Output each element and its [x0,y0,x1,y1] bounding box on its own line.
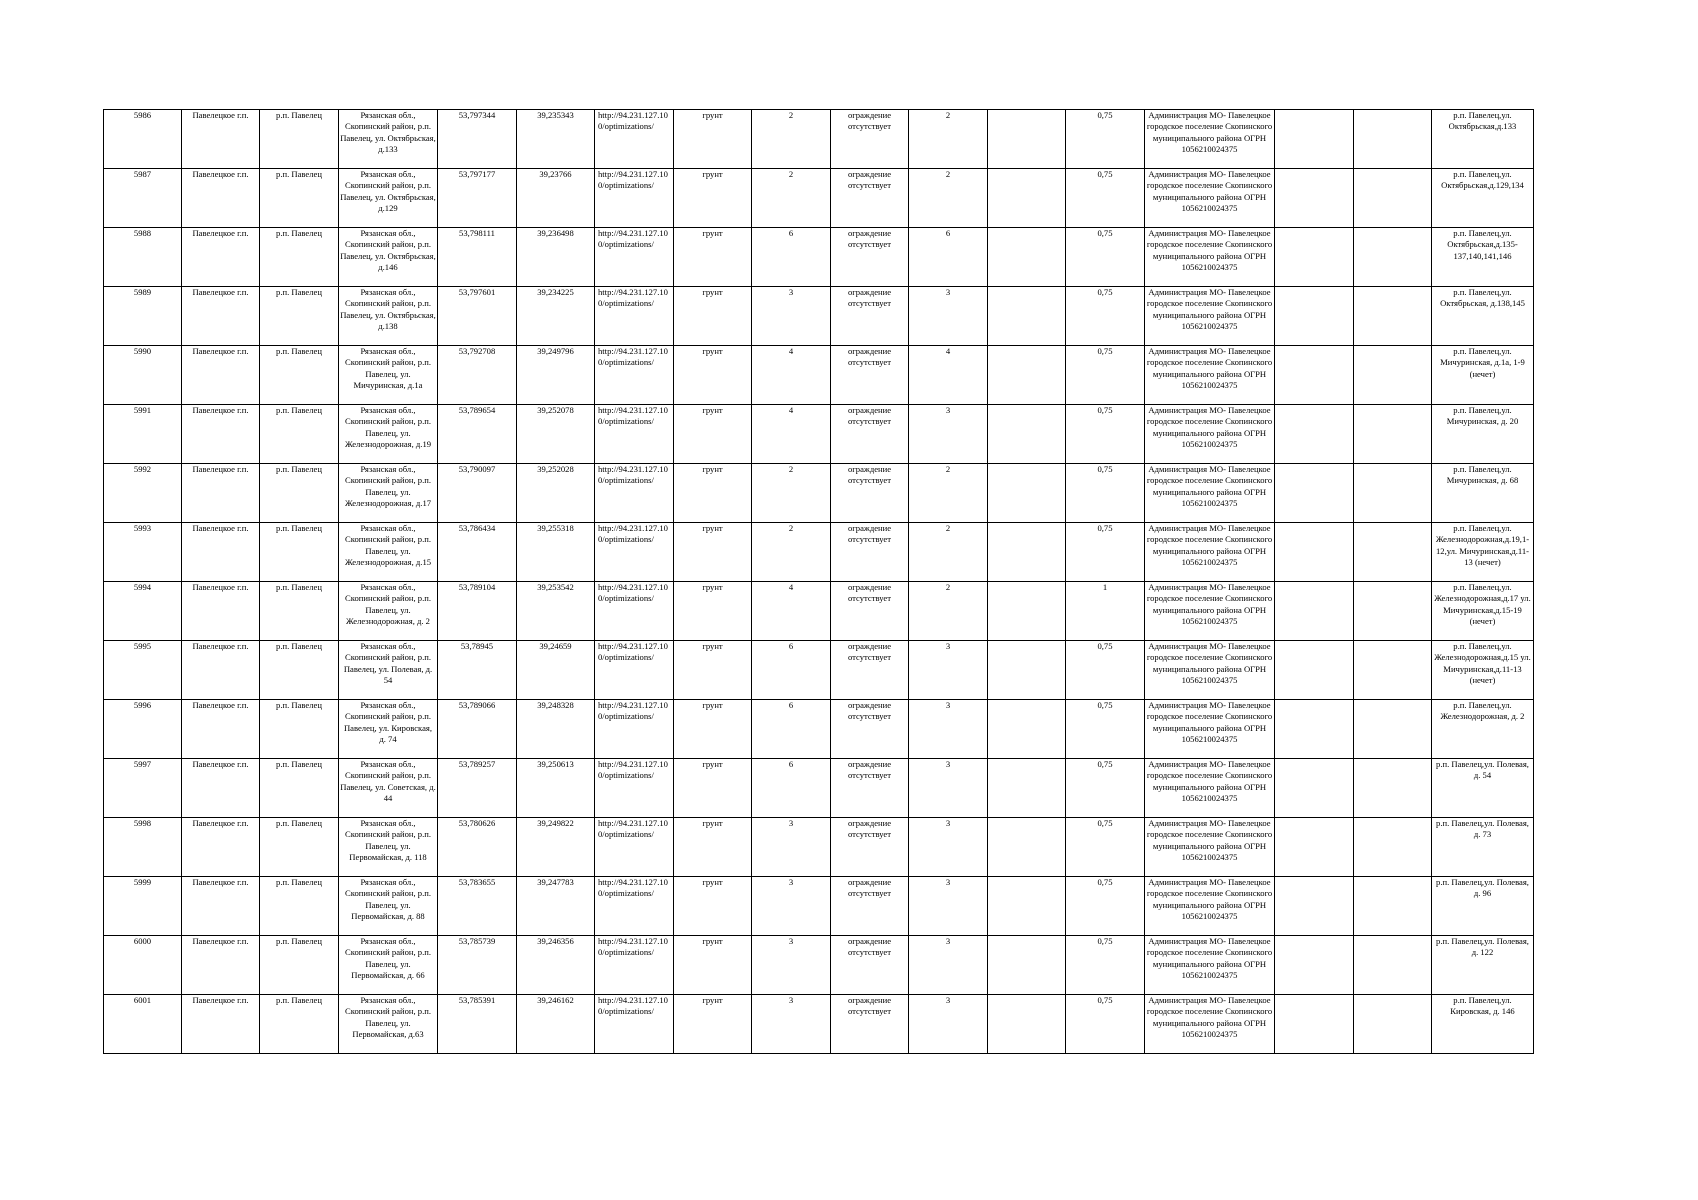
waste-source-cell: р.п. Павелец,ул. Железнодорожная,д.15 ул. Мичуринская,д.11-13 (нечет) [1432,641,1534,700]
containers-cell: 3 [909,287,988,346]
locality-cell: р.п. Павелец [260,818,339,877]
settlement-cell: Павелецкое г.п. [182,582,260,641]
containers-cell: 2 [909,523,988,582]
latitude-cell: 53,797601 [438,287,517,346]
empty-cell [1275,582,1354,641]
area-cell: 3 [752,818,831,877]
fence-cell: ограждение отсутствует [831,582,909,641]
settlement-cell: Павелецкое г.п. [182,169,260,228]
waste-source-cell: р.п. Павелец,ул. Полевая, д. 96 [1432,877,1534,936]
settlement-cell: Павелецкое г.п. [182,641,260,700]
area-cell: 3 [752,287,831,346]
locality-cell: р.п. Павелец [260,582,339,641]
containers-cell: 2 [909,464,988,523]
owner-cell: Администрация МО- Павелецкое городское поселение Скопинского муниципального района ОГРН 1056210024375 [1145,641,1275,700]
empty-cell [1354,995,1432,1054]
address-cell: Рязанская обл., Скопинский район, р.п. Павелец, ул. Советская, д. 44 [339,759,438,818]
waste-source-cell: р.п. Павелец,ул. Мичуринская, д. 20 [1432,405,1534,464]
owner-cell: Администрация МО- Павелецкое городское поселение Скопинского муниципального района ОГРН 1056210024375 [1145,936,1275,995]
empty-cell [1354,405,1432,464]
empty-cell [1354,346,1432,405]
row-number-cell: 5996 [104,700,182,759]
owner-cell: Администрация МО- Павелецкое городское поселение Скопинского муниципального района ОГРН 1056210024375 [1145,523,1275,582]
owner-cell: Администрация МО- Павелецкое городское поселение Скопинского муниципального района ОГРН 1056210024375 [1145,700,1275,759]
containers-cell: 2 [909,110,988,169]
fence-cell: ограждение отсутствует [831,228,909,287]
empty-cell [1354,523,1432,582]
fence-cell: ограждение отсутствует [831,110,909,169]
empty-cell [988,110,1066,169]
longitude-cell: 39,235343 [517,110,595,169]
containers-cell: 3 [909,877,988,936]
fence-cell: ограждение отсутствует [831,464,909,523]
latitude-cell: 53,789104 [438,582,517,641]
owner-cell: Администрация МО- Павелецкое городское поселение Скопинского муниципального района ОГРН 1056210024375 [1145,169,1275,228]
row-number-cell: 5994 [104,582,182,641]
containers-cell: 2 [909,582,988,641]
empty-cell [1275,228,1354,287]
empty-cell [988,641,1066,700]
empty-cell [1354,464,1432,523]
surface-cell: грунт [674,700,752,759]
empty-cell [1275,641,1354,700]
longitude-cell: 39,246356 [517,936,595,995]
empty-cell [1275,405,1354,464]
surface-cell: грунт [674,346,752,405]
surface-cell: грунт [674,759,752,818]
area-cell: 6 [752,641,831,700]
settlement-cell: Павелецкое г.п. [182,346,260,405]
fence-cell: ограждение отсутствует [831,759,909,818]
owner-cell: Администрация МО- Павелецкое городское поселение Скопинского муниципального района ОГРН 1056210024375 [1145,228,1275,287]
empty-cell [1275,759,1354,818]
empty-cell [988,464,1066,523]
address-cell: Рязанская обл., Скопинский район, р.п. Павелец, ул. Октябрьская, д.133 [339,110,438,169]
fence-cell: ограждение отсутствует [831,995,909,1054]
empty-cell [988,523,1066,582]
table-row [104,582,1534,641]
containers-cell: 3 [909,700,988,759]
latitude-cell: 53,780626 [438,818,517,877]
link-cell[interactable]: http://94.231.127.10 0/optimizations/ [595,818,674,877]
address-cell: Рязанская обл., Скопинский район, р.п. Павелец, ул. Октябрьская, д.146 [339,228,438,287]
empty-cell [1275,464,1354,523]
volume-cell: 0,75 [1066,759,1145,818]
area-cell: 3 [752,936,831,995]
latitude-cell: 53,797344 [438,110,517,169]
longitude-cell: 39,246162 [517,995,595,1054]
latitude-cell: 53,792708 [438,346,517,405]
table-row [104,523,1534,582]
fence-cell: ограждение отсутствует [831,346,909,405]
waste-source-cell: р.п. Павелец,ул. Октябрьская,д.133 [1432,110,1534,169]
empty-cell [988,759,1066,818]
latitude-cell: 53,789654 [438,405,517,464]
empty-cell [988,936,1066,995]
volume-cell: 0,75 [1066,523,1145,582]
empty-cell [1354,582,1432,641]
surface-cell: грунт [674,818,752,877]
longitude-cell: 39,249796 [517,346,595,405]
link-cell[interactable]: http://94.231.127.10 0/optimizations/ [595,228,674,287]
link-cell[interactable]: http://94.231.127.10 0/optimizations/ [595,877,674,936]
registry-table [103,109,1534,1054]
volume-cell: 1 [1066,582,1145,641]
row-number-cell: 5993 [104,523,182,582]
area-cell: 3 [752,995,831,1054]
empty-cell [1354,641,1432,700]
locality-cell: р.п. Павелец [260,169,339,228]
area-cell: 3 [752,877,831,936]
row-number-cell: 5988 [104,228,182,287]
table-row [104,346,1534,405]
longitude-cell: 39,255318 [517,523,595,582]
table-row [104,995,1534,1054]
owner-cell: Администрация МО- Павелецкое городское поселение Скопинского муниципального района ОГРН 1056210024375 [1145,582,1275,641]
link-cell[interactable]: http://94.231.127.10 0/optimizations/ [595,759,674,818]
area-cell: 2 [752,523,831,582]
table-row [104,405,1534,464]
longitude-cell: 39,248328 [517,700,595,759]
containers-cell: 6 [909,228,988,287]
surface-cell: грунт [674,523,752,582]
longitude-cell: 39,252078 [517,405,595,464]
table-row [104,936,1534,995]
empty-cell [1354,818,1432,877]
address-cell: Рязанская обл., Скопинский район, р.п. Павелец, ул. Железнодорожная, д.15 [339,523,438,582]
address-cell: Рязанская обл., Скопинский район, р.п. Павелец, ул. Железнодорожная, д.17 [339,464,438,523]
link-cell[interactable]: http://94.231.127.10 0/optimizations/ [595,582,674,641]
address-cell: Рязанская обл., Скопинский район, р.п. Павелец, ул. Первомайская, д. 88 [339,877,438,936]
empty-cell [1275,936,1354,995]
empty-cell [1275,700,1354,759]
row-number-cell: 5989 [104,287,182,346]
empty-cell [988,346,1066,405]
waste-source-cell: р.п. Павелец,ул. Полевая, д. 73 [1432,818,1534,877]
surface-cell: грунт [674,405,752,464]
empty-cell [1275,523,1354,582]
settlement-cell: Павелецкое г.п. [182,936,260,995]
settlement-cell: Павелецкое г.п. [182,700,260,759]
containers-cell: 3 [909,818,988,877]
surface-cell: грунт [674,464,752,523]
address-cell: Рязанская обл., Скопинский район, р.п. Павелец, ул. Первомайская, д. 66 [339,936,438,995]
empty-cell [988,287,1066,346]
surface-cell: грунт [674,995,752,1054]
volume-cell: 0,75 [1066,405,1145,464]
owner-cell: Администрация МО- Павелецкое городское поселение Скопинского муниципального района ОГРН 1056210024375 [1145,287,1275,346]
volume-cell: 0,75 [1066,700,1145,759]
containers-cell: 2 [909,169,988,228]
surface-cell: грунт [674,877,752,936]
empty-cell [1354,759,1432,818]
locality-cell: р.п. Павелец [260,346,339,405]
table-row [104,228,1534,287]
owner-cell: Администрация МО- Павелецкое городское поселение Скопинского муниципального района ОГРН 1056210024375 [1145,818,1275,877]
link-cell[interactable]: http://94.231.127.10 0/optimizations/ [595,700,674,759]
containers-cell: 3 [909,641,988,700]
locality-cell: р.п. Павелец [260,110,339,169]
row-number-cell: 6000 [104,936,182,995]
latitude-cell: 53,78945 [438,641,517,700]
empty-cell [1275,818,1354,877]
longitude-cell: 39,252028 [517,464,595,523]
latitude-cell: 53,785391 [438,995,517,1054]
fence-cell: ограждение отсутствует [831,700,909,759]
area-cell: 4 [752,582,831,641]
empty-cell [988,169,1066,228]
volume-cell: 0,75 [1066,818,1145,877]
waste-source-cell: р.п. Павелец,ул. Кировская, д. 146 [1432,995,1534,1054]
volume-cell: 0,75 [1066,936,1145,995]
longitude-cell: 39,249822 [517,818,595,877]
empty-cell [1275,110,1354,169]
locality-cell: р.п. Павелец [260,523,339,582]
containers-cell: 3 [909,936,988,995]
empty-cell [988,228,1066,287]
link-cell[interactable]: http://94.231.127.10 0/optimizations/ [595,346,674,405]
locality-cell: р.п. Павелец [260,228,339,287]
row-number-cell: 5995 [104,641,182,700]
owner-cell: Администрация МО- Павелецкое городское поселение Скопинского муниципального района ОГРН 1056210024375 [1145,877,1275,936]
waste-source-cell: р.п. Павелец,ул. Железнодорожная, д. 2 [1432,700,1534,759]
settlement-cell: Павелецкое г.п. [182,995,260,1054]
volume-cell: 0,75 [1066,169,1145,228]
fence-cell: ограждение отсутствует [831,287,909,346]
latitude-cell: 53,789066 [438,700,517,759]
locality-cell: р.п. Павелец [260,464,339,523]
area-cell: 6 [752,700,831,759]
locality-cell: р.п. Павелец [260,995,339,1054]
area-cell: 6 [752,228,831,287]
settlement-cell: Павелецкое г.п. [182,110,260,169]
owner-cell: Администрация МО- Павелецкое городское поселение Скопинского муниципального района ОГРН 1056210024375 [1145,995,1275,1054]
table-row [104,700,1534,759]
empty-cell [1275,287,1354,346]
address-cell: Рязанская обл., Скопинский район, р.п. Павелец, ул. Мичуринская, д.1а [339,346,438,405]
fence-cell: ограждение отсутствует [831,405,909,464]
volume-cell: 0,75 [1066,346,1145,405]
link-cell[interactable]: http://94.231.127.10 0/optimizations/ [595,523,674,582]
link-cell[interactable]: http://94.231.127.10 0/optimizations/ [595,936,674,995]
table-row [104,759,1534,818]
empty-cell [1275,169,1354,228]
link-cell[interactable]: http://94.231.127.10 0/optimizations/ [595,405,674,464]
link-cell[interactable]: http://94.231.127.10 0/optimizations/ [595,641,674,700]
address-cell: Рязанская обл., Скопинский район, р.п. Павелец, ул. Кировская, д. 74 [339,700,438,759]
surface-cell: грунт [674,287,752,346]
owner-cell: Администрация МО- Павелецкое городское поселение Скопинского муниципального района ОГРН 1056210024375 [1145,110,1275,169]
fence-cell: ограждение отсутствует [831,641,909,700]
longitude-cell: 39,253542 [517,582,595,641]
area-cell: 4 [752,346,831,405]
volume-cell: 0,75 [1066,641,1145,700]
empty-cell [988,877,1066,936]
owner-cell: Администрация МО- Павелецкое городское поселение Скопинского муниципального района ОГРН 1056210024375 [1145,464,1275,523]
fence-cell: ограждение отсутствует [831,877,909,936]
table-row [104,464,1534,523]
owner-cell: Администрация МО- Павелецкое городское поселение Скопинского муниципального района ОГРН 1056210024375 [1145,346,1275,405]
longitude-cell: 39,247783 [517,877,595,936]
waste-source-cell: р.п. Павелец,ул. Железнодорожная,д.17 ул. Мичуринская,д.15-19 (нечет) [1432,582,1534,641]
link-cell[interactable]: http://94.231.127.10 0/optimizations/ [595,464,674,523]
volume-cell: 0,75 [1066,995,1145,1054]
latitude-cell: 53,789257 [438,759,517,818]
row-number-cell: 5990 [104,346,182,405]
settlement-cell: Павелецкое г.п. [182,464,260,523]
link-cell[interactable]: http://94.231.127.10 0/optimizations/ [595,287,674,346]
settlement-cell: Павелецкое г.п. [182,523,260,582]
locality-cell: р.п. Павелец [260,877,339,936]
volume-cell: 0,75 [1066,228,1145,287]
address-cell: Рязанская обл., Скопинский район, р.п. Павелец, ул. Октябрьская, д.138 [339,287,438,346]
surface-cell: грунт [674,228,752,287]
row-number-cell: 5992 [104,464,182,523]
waste-source-cell: р.п. Павелец,ул. Мичуринская, д.1а, 1-9 (нечет) [1432,346,1534,405]
latitude-cell: 53,798111 [438,228,517,287]
address-cell: Рязанская обл., Скопинский район, р.п. Павелец, ул. Железнодорожная, д.19 [339,405,438,464]
surface-cell: грунт [674,641,752,700]
latitude-cell: 53,797177 [438,169,517,228]
empty-cell [1275,346,1354,405]
surface-cell: грунт [674,936,752,995]
volume-cell: 0,75 [1066,464,1145,523]
containers-cell: 3 [909,759,988,818]
address-cell: Рязанская обл., Скопинский район, р.п. Павелец, ул. Октябрьская, д.129 [339,169,438,228]
locality-cell: р.п. Павелец [260,641,339,700]
area-cell: 2 [752,110,831,169]
row-number-cell: 5999 [104,877,182,936]
area-cell: 2 [752,169,831,228]
waste-source-cell: р.п. Павелец,ул. Октябрьская, д.138,145 [1432,287,1534,346]
latitude-cell: 53,786434 [438,523,517,582]
empty-cell [988,700,1066,759]
longitude-cell: 39,23766 [517,169,595,228]
area-cell: 6 [752,759,831,818]
waste-source-cell: р.п. Павелец,ул. Октябрьская,д.135-137,140,141,146 [1432,228,1534,287]
row-number-cell: 6001 [104,995,182,1054]
link-cell[interactable]: http://94.231.127.10 0/optimizations/ [595,169,674,228]
fence-cell: ограждение отсутствует [831,169,909,228]
containers-cell: 3 [909,995,988,1054]
locality-cell: р.п. Павелец [260,700,339,759]
volume-cell: 0,75 [1066,110,1145,169]
longitude-cell: 39,236498 [517,228,595,287]
settlement-cell: Павелецкое г.п. [182,759,260,818]
empty-cell [988,582,1066,641]
table-row [104,641,1534,700]
locality-cell: р.п. Павелец [260,936,339,995]
waste-source-cell: р.п. Павелец,ул. Полевая, д. 122 [1432,936,1534,995]
settlement-cell: Павелецкое г.п. [182,877,260,936]
area-cell: 2 [752,464,831,523]
row-number-cell: 5991 [104,405,182,464]
fence-cell: ограждение отсутствует [831,936,909,995]
empty-cell [1354,287,1432,346]
locality-cell: р.п. Павелец [260,287,339,346]
longitude-cell: 39,234225 [517,287,595,346]
table-row [104,169,1534,228]
settlement-cell: Павелецкое г.п. [182,405,260,464]
containers-cell: 4 [909,346,988,405]
longitude-cell: 39,24659 [517,641,595,700]
waste-source-cell: р.п. Павелец,ул. Полевая, д. 54 [1432,759,1534,818]
empty-cell [1275,877,1354,936]
empty-cell [1354,228,1432,287]
table-row [104,877,1534,936]
waste-source-cell: р.п. Павелец,ул. Октябрьская,д.129,134 [1432,169,1534,228]
address-cell: Рязанская обл., Скопинский район, р.п. Павелец, ул. Полевая, д. 54 [339,641,438,700]
row-number-cell: 5998 [104,818,182,877]
empty-cell [1354,877,1432,936]
empty-cell [1354,169,1432,228]
fence-cell: ограждение отсутствует [831,523,909,582]
table-row [104,818,1534,877]
table-row [104,287,1534,346]
link-cell[interactable]: http://94.231.127.10 0/optimizations/ [595,110,674,169]
surface-cell: грунт [674,582,752,641]
address-cell: Рязанская обл., Скопинский район, р.п. Павелец, ул. Первомайская, д.63 [339,995,438,1054]
settlement-cell: Павелецкое г.п. [182,818,260,877]
settlement-cell: Павелецкое г.п. [182,287,260,346]
owner-cell: Администрация МО- Павелецкое городское поселение Скопинского муниципального района ОГРН 1056210024375 [1145,405,1275,464]
empty-cell [988,405,1066,464]
locality-cell: р.п. Павелец [260,405,339,464]
empty-cell [1354,700,1432,759]
address-cell: Рязанская обл., Скопинский район, р.п. Павелец, ул. Железнодорожная, д. 2 [339,582,438,641]
empty-cell [988,818,1066,877]
longitude-cell: 39,250613 [517,759,595,818]
row-number-cell: 5986 [104,110,182,169]
volume-cell: 0,75 [1066,287,1145,346]
area-cell: 4 [752,405,831,464]
fence-cell: ограждение отсутствует [831,818,909,877]
surface-cell: грунт [674,110,752,169]
address-cell: Рязанская обл., Скопинский район, р.п. Павелец, ул. Первомайская, д. 118 [339,818,438,877]
link-cell[interactable]: http://94.231.127.10 0/optimizations/ [595,995,674,1054]
empty-cell [1354,110,1432,169]
waste-source-cell: р.п. Павелец,ул. Железнодорожная,д.19,1-12,ул. Мичуринская,д.11-13 (нечет) [1432,523,1534,582]
owner-cell: Администрация МО- Павелецкое городское поселение Скопинского муниципального района ОГРН 1056210024375 [1145,759,1275,818]
empty-cell [1354,936,1432,995]
waste-source-cell: р.п. Павелец,ул. Мичуринская, д. 68 [1432,464,1534,523]
settlement-cell: Павелецкое г.п. [182,228,260,287]
empty-cell [1275,995,1354,1054]
volume-cell: 0,75 [1066,877,1145,936]
surface-cell: грунт [674,169,752,228]
latitude-cell: 53,790097 [438,464,517,523]
containers-cell: 3 [909,405,988,464]
table-row [104,110,1534,169]
empty-cell [988,995,1066,1054]
row-number-cell: 5987 [104,169,182,228]
row-number-cell: 5997 [104,759,182,818]
locality-cell: р.п. Павелец [260,759,339,818]
latitude-cell: 53,785739 [438,936,517,995]
latitude-cell: 53,783655 [438,877,517,936]
